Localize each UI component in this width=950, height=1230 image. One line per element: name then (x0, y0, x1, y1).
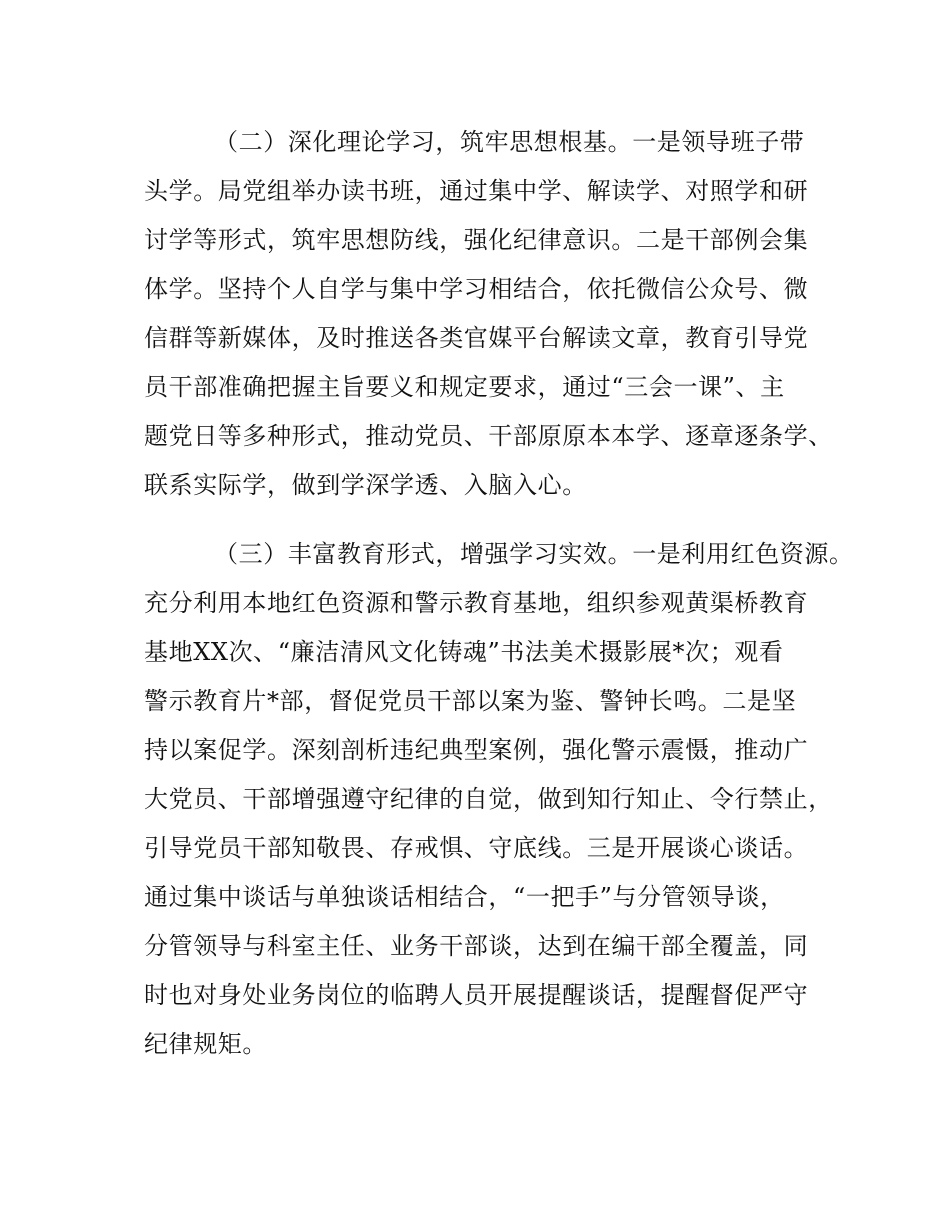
paragraph-education-forms (144, 530, 854, 1069)
paragraph-line: 讨学等形式，筑牢思想防线，强化纪律意识。二是干部例会集 (144, 226, 809, 254)
paragraph-line: 充分利用本地红色资源和警示教育基地，组织参观黄渠桥教育 (144, 589, 809, 617)
paragraph-line: 警示教育片*部，督促党员干部以案为鉴、警钟长鸣。二是坚 (144, 687, 797, 715)
paragraph-line: 基地XX次、“廉洁清风文化铸魂”书法美术摄影展*次；观看 (144, 638, 784, 666)
paragraph-line: 持以案促学。深刻剖析违纪典型案例，强化警示震慑，推动广 (144, 736, 809, 764)
paragraph-line: 头学。局党组举办读书班，通过集中学、解读学、对照学和研 (144, 177, 809, 205)
paragraph-theory-study (144, 118, 844, 510)
paragraph-line: （二）深化理论学习，筑牢思想根基。一是领导班子带 (214, 128, 805, 156)
paragraph-line: 大党员、干部增强遵守纪律的自觉，做到知行知止、令行禁止， (144, 785, 833, 813)
paragraph-line: 纪律规矩。 (144, 1030, 267, 1058)
paragraph-line: 联系实际学，做到学深学透、入脑入心。 (144, 471, 587, 499)
paragraph-line: 引导党员干部知敬畏、存戒惧、守底线。三是开展谈心谈话。 (144, 834, 809, 862)
paragraph-line: 通过集中谈话与单独谈话相结合，“一把手”与分管领导谈， (144, 883, 785, 911)
paragraph-line: （三）丰富教育形式，增强学习实效。一是利用红色资源。 (214, 540, 854, 568)
paragraph-line: 题党日等多种形式，推动党员、干部原原本本学、逐章逐条学、 (144, 422, 833, 450)
paragraph-line: 信群等新媒体，及时推送各类官媒平台解读文章，教育引导党 (144, 324, 809, 352)
paragraph-line: 分管领导与科室主任、业务干部谈，达到在编干部全覆盖，同 (144, 932, 809, 960)
paragraph-line: 时也对身处业务岗位的临聘人员开展提醒谈话，提醒督促严守 (144, 981, 809, 1009)
paragraph-line: 体学。坚持个人自学与集中学习相结合，依托微信公众号、微 (144, 275, 809, 303)
paragraph-line: 员干部准确把握主旨要义和规定要求，通过“三会一课”、主 (144, 373, 785, 401)
